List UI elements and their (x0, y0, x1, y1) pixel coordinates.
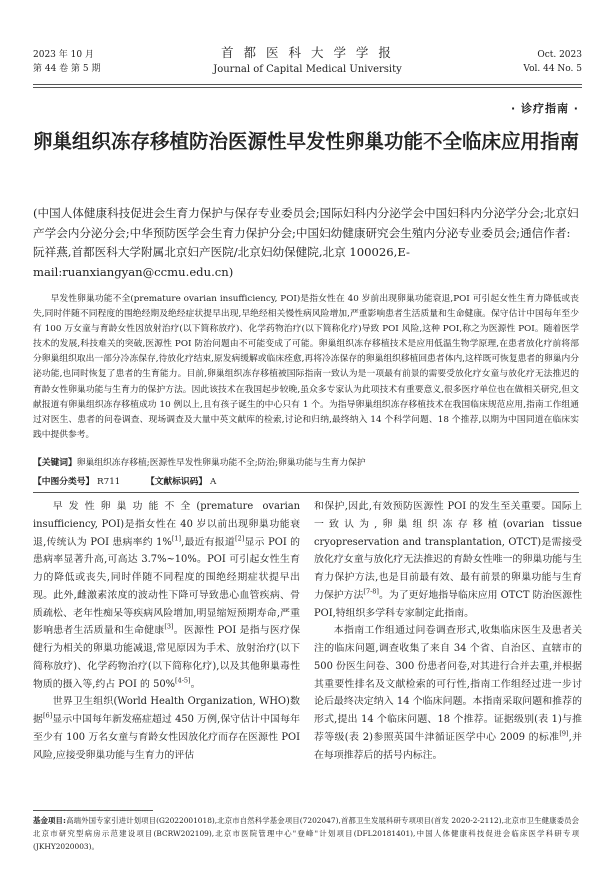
clc-label: 【中图分类号】 (33, 477, 95, 487)
classification-line (33, 475, 216, 490)
citation[interactable]: [6] (42, 711, 53, 720)
citation[interactable]: [3] (164, 622, 174, 631)
running-header (33, 42, 582, 85)
citation[interactable]: [1] (171, 534, 182, 543)
issue-date-en (523, 48, 582, 76)
doc-code-label: 【文献标识码】 (145, 477, 208, 487)
funding-footnote (33, 814, 579, 853)
author-affiliation: (中国人体健康科技促进会生育力保护与保存专业委员会;国际妇科内分泌学会中国妇科内分泌学分会;北京妇产学会内分泌分会;中华预防医学会生育力保护分会;中国妇幼健康研究会生殖内分泌专业委员会;通信作者:阮祥燕,首都医科大学附属北京妇产医院/北京妇幼保健院,北京 100026,E-mail:ruanxiangyan@ccmu.edu.cn) (33, 206, 579, 279)
footnote-rule (33, 810, 153, 811)
keywords (33, 456, 579, 471)
citation[interactable]: [9] (559, 729, 569, 738)
article-title: 卵巢组织冻存移植防治医源性早发性卵巢功能不全临床应用指南 (33, 130, 580, 153)
intro-paragraph-1: 早发性卵巢功能不全(premature ovarian insufficiency, POI)是指女性在 40 岁以前出现卵巢功能衰退,传统认为 POI 患病率约 1%[1],最近有报道[2]显示 POI 的患病率显著升高,可高达 3.7%~10%。POI 可引起女性生育力的降低或丧失,同时伴随不同程度的围绝经期症状提早出现。此外,雌激素浓度的波动性下降可导致患心血管疾病、骨质疏松、老年性痴呆等疾病风险增加,明显缩短预期寿命,严重影响患者生活质量和生命健康[3]。医源性 POI 是指与医疗保健行为相关的卵巢功能减退,常见原因为手术、放射治疗(以下简称放疗)、化学药物治疗(以下简称化疗),以及其他卵巢毒性物质的摄入等,约占 POI 的 50%[4-5]。 (33, 501, 300, 690)
funding-text: 高端外国专家引进计划项目(G2022001018),北京市自然科学基金项目(7202047),首都卫生发展科研专项项目(首发 2020-2-2112),北京市卫生健康委员会北京市研究型病房示范建设项目(BCRW202109),北京市医院管理中心"登峰"计划项目(DFL20181401),中国人体健康科技促进会临床医学科研专项(JKHY2020003)。 (33, 816, 579, 851)
abstract: 早发性卵巢功能不全(premature ovarian insufficiency, POI)是指女性在 40 岁前出现卵巢功能衰退,POI 可引起女性生育力降低或丧失,同时伴随不同程度的围绝经期及绝经症状提早出现,早绝经相关慢性病风险增加,严重影响患者生活质量和生命健康。保守估计中国每年至少有 100 万女童与育龄女性因放射治疗(以下简称放疗)、化学药物治疗(以下简称化疗)导致 POI 风险,这种 POI,称之为医源性 POI。随着医学技术的发展,科技难关的突破,医源性 POI 防治问题由不可能变成了可能。卵巢组织冻存移植技术是应用低温生物学原理,在患者放化疗前将部分卵巢组织取出一部分冷冻保存,待放化疗结束,原发病缓解或临床痊愈,再将冷冻保存的卵巢组织移植回患者体内,这样既可恢复患者的卵巢内分泌功能,也同时恢复了患者的生育能力。目前,卵巢组织冻存移植被国际指南一致认为是一项最有前景的需要受放化疗女童与放化疗无法推迟的育龄女性卵巢功能与生育力的保护方法。因此该技术在我国起步较晚,虽众多专家认为此项技术有重要意义,很多医疗单位也在做相关研究,但文献报道有卵巢组织冻存移植成功 10 例以上,且有孩子诞生的中心只有 1 个。为指导卵巢组织冻存移植技术在我国临床规范应用,指南工作组通过对医生、患者的问卷调查、现场调查及大量中英文献库的检索,讨论和归纳,最终纳入 14 个科学问题、18 个推荐,以期为中国同道在临床实践中提供参考。 (33, 294, 579, 440)
issue-volume-number: 第 44 卷 第 5 期 (33, 64, 101, 74)
journal-name (33, 44, 582, 78)
citation[interactable]: [7-8] (363, 587, 379, 596)
journal-name-en: Journal of Capital Medical University (213, 64, 402, 75)
intro-paragraph-3: 本指南工作组通过问卷调查形式,收集临床医生及患者关注的临床问题,调查收集了来自 34 个省、自治区、直辖市的 500 份医生问卷、300 份患者问卷,对其进行合并去重,并根据其重要性排名及文献检索的可行性,指南工作组经过进一步讨论后最终决定纳入 14 个临床问题。本指南采取问题和推荐的形式,提出 14 个临床问题、18 个推荐。证据级别(表 1)与推荐等级(表 2)参照英国牛津循证医学中心 2009 的标准[9],并在每项推荐后的括号内标注。 (314, 625, 582, 761)
intro-paragraph-2-cont: 和保护,因此,有效预防医源性 POI 的发生至关重要。国际上一致认为,卵巢组织冻存移植(ovarian tissue cryopreservation and transplantation, OTCT)是需接受放化疗女童与放化疗无法推迟的育龄女性唯一的卵巢功能与生育力保护方法,也是目前最有效、最有前景的卵巢功能与生育力保护方法[7-8]。为了更好地指导临床应用 OTCT 防治医源性 POI,特组织多学科专家制定此指南。 (314, 501, 582, 619)
citation[interactable]: [4-5] (175, 676, 191, 685)
clc-value: R711 (97, 477, 121, 487)
abstract-divider (33, 492, 579, 493)
keywords-text: 卵巢组织冻存移植;医源性早发性卵巢功能不全;防治;卵巢功能与生育力保护 (76, 458, 366, 468)
body-column-right (314, 498, 582, 764)
header-rule (33, 87, 582, 88)
intro-paragraph-2: 世界卫生组织(World Health Organization, WHO)数据[6]显示中国每年新发癌症超过 450 万例,保守估计中国每年至少有 100 万名女童与育龄女性因放化疗而存在医源性 POI 风险,应接受卵巢功能与生育力的评估 (33, 696, 300, 761)
doc-code-value: A (209, 477, 217, 487)
issue-vol-no-en: Vol. 44 No. 5 (523, 64, 582, 74)
keywords-label: 【关键词】 (33, 458, 77, 468)
issue-month-year-en: Oct. 2023 (537, 50, 582, 60)
funding-label: 基金项目: (33, 816, 66, 825)
citation[interactable]: [2] (235, 534, 245, 543)
journal-name-cn: 首 都 医 科 大 学 学 报 (221, 45, 394, 60)
section-tag: · 诊疗指南 · (510, 102, 579, 115)
body-column-left (33, 498, 300, 764)
issue-year-month: 2023 年 10 月 (33, 50, 94, 60)
